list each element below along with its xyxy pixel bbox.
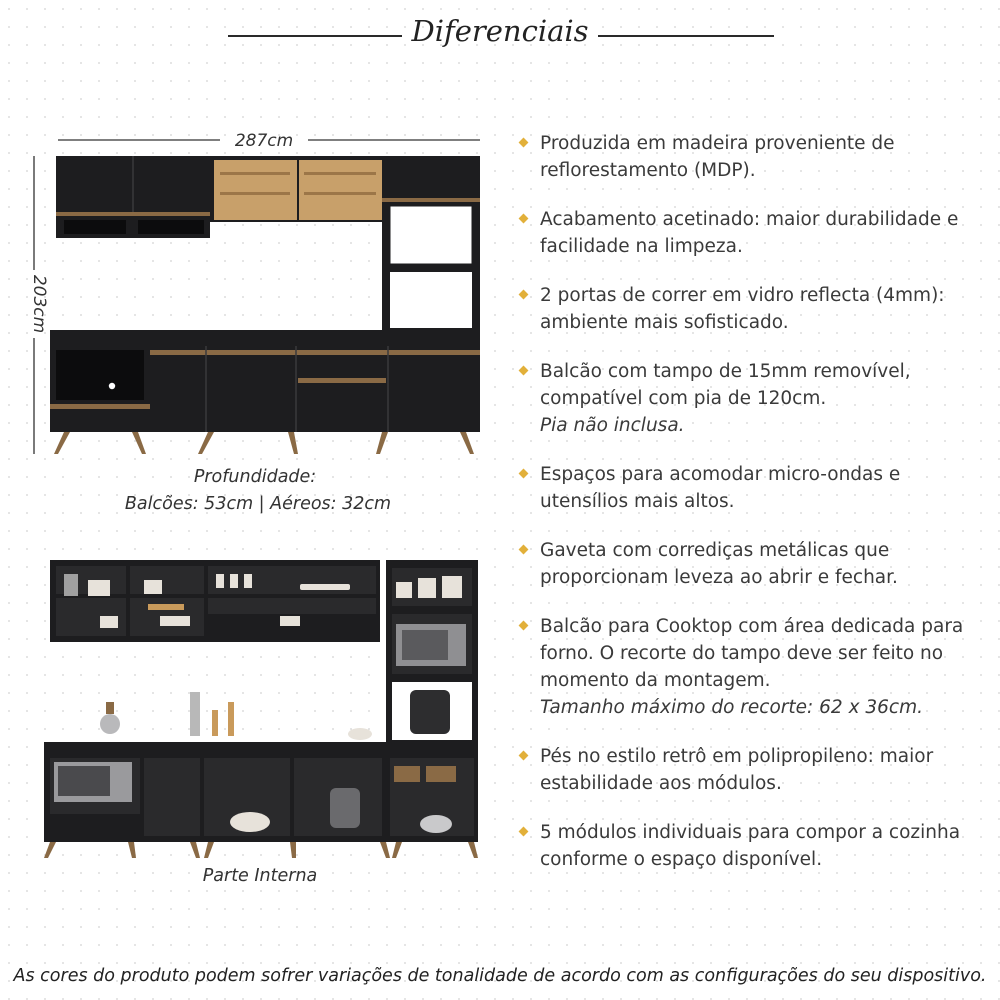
feature-text: 2 portas de correr em vidro reflecta (4mm): ambiente mais sofisticado. [540,285,945,333]
feature-text: Acabamento acetinado: maior durabilidade e facilidade na limpeza. [540,209,959,257]
width-label: 287cm [234,131,294,151]
interior-caption: Parte Interna [202,866,318,886]
section-header [0,14,1000,58]
feature-item [518,461,988,515]
diamond-bullet-icon [519,469,529,479]
feature-item [518,819,988,873]
diamond-bullet-icon [519,621,529,631]
feature-item [518,130,988,184]
diamond-bullet-icon [519,138,529,148]
air-fryer [410,690,450,734]
height-label: 203cm [29,274,49,334]
diamond-bullet-icon [519,290,529,300]
diamond-bullet-icon [519,214,529,224]
feature-text: 5 módulos individuais para compor a cozinha conforme o espaço disponível. [540,822,961,870]
diamond-bullet-icon [519,545,529,555]
feature-item [518,613,988,721]
feature-item [518,206,988,260]
page-title: Diferenciais [411,14,589,48]
color-disclaimer: As cores do produto podem sofrer variações de tonalidade de acordo com as configurações do seu dispositivo. [13,966,987,986]
feature-item [518,537,988,591]
retro-legs [54,432,474,454]
countertop-items [100,692,372,740]
retro-legs [44,842,478,858]
feature-text: Espaços para acomodar micro-ondas e utensílios mais altos. [540,464,901,512]
feature-text: Gaveta com corrediças metálicas que proporcionam leveza ao abrir e fechar. [540,540,898,588]
depth-values: Balcões: 53cm | Aéreos: 32cm [124,494,392,514]
base-cabinets [150,346,480,432]
depth-label: Profundidade: [193,467,317,487]
feature-text: Balcão com tampo de 15mm removível, compatível com pia de 120cm. [540,361,911,409]
kitchen-interior-illustration [40,552,485,862]
countertop [44,742,478,752]
feature-note: Pia não inclusa. [540,415,685,436]
feature-item [518,282,988,336]
diamond-bullet-icon [519,827,529,837]
countertop [50,330,480,346]
feature-text: Balcão para Cooktop com área dedicada para forno. O recorte do tampo deve ser feito no momento da montagem. [540,616,964,691]
wood-strip [56,212,210,216]
feature-item [518,358,988,439]
feature-item [518,743,988,797]
feature-note: Tamanho máximo do recorte: 62 x 36cm. [540,697,924,718]
feature-text: Produzida em madeira proveniente de reflorestamento (MDP). [540,133,895,181]
diamond-bullet-icon [519,751,529,761]
diamond-bullet-icon [519,366,529,376]
feature-list [518,130,988,873]
kitchen-exterior-illustration [20,120,500,460]
title-rule-right [598,35,774,37]
feature-text: Pés no estilo retrô em polipropileno: maior estabilidade aos módulos. [540,746,934,794]
